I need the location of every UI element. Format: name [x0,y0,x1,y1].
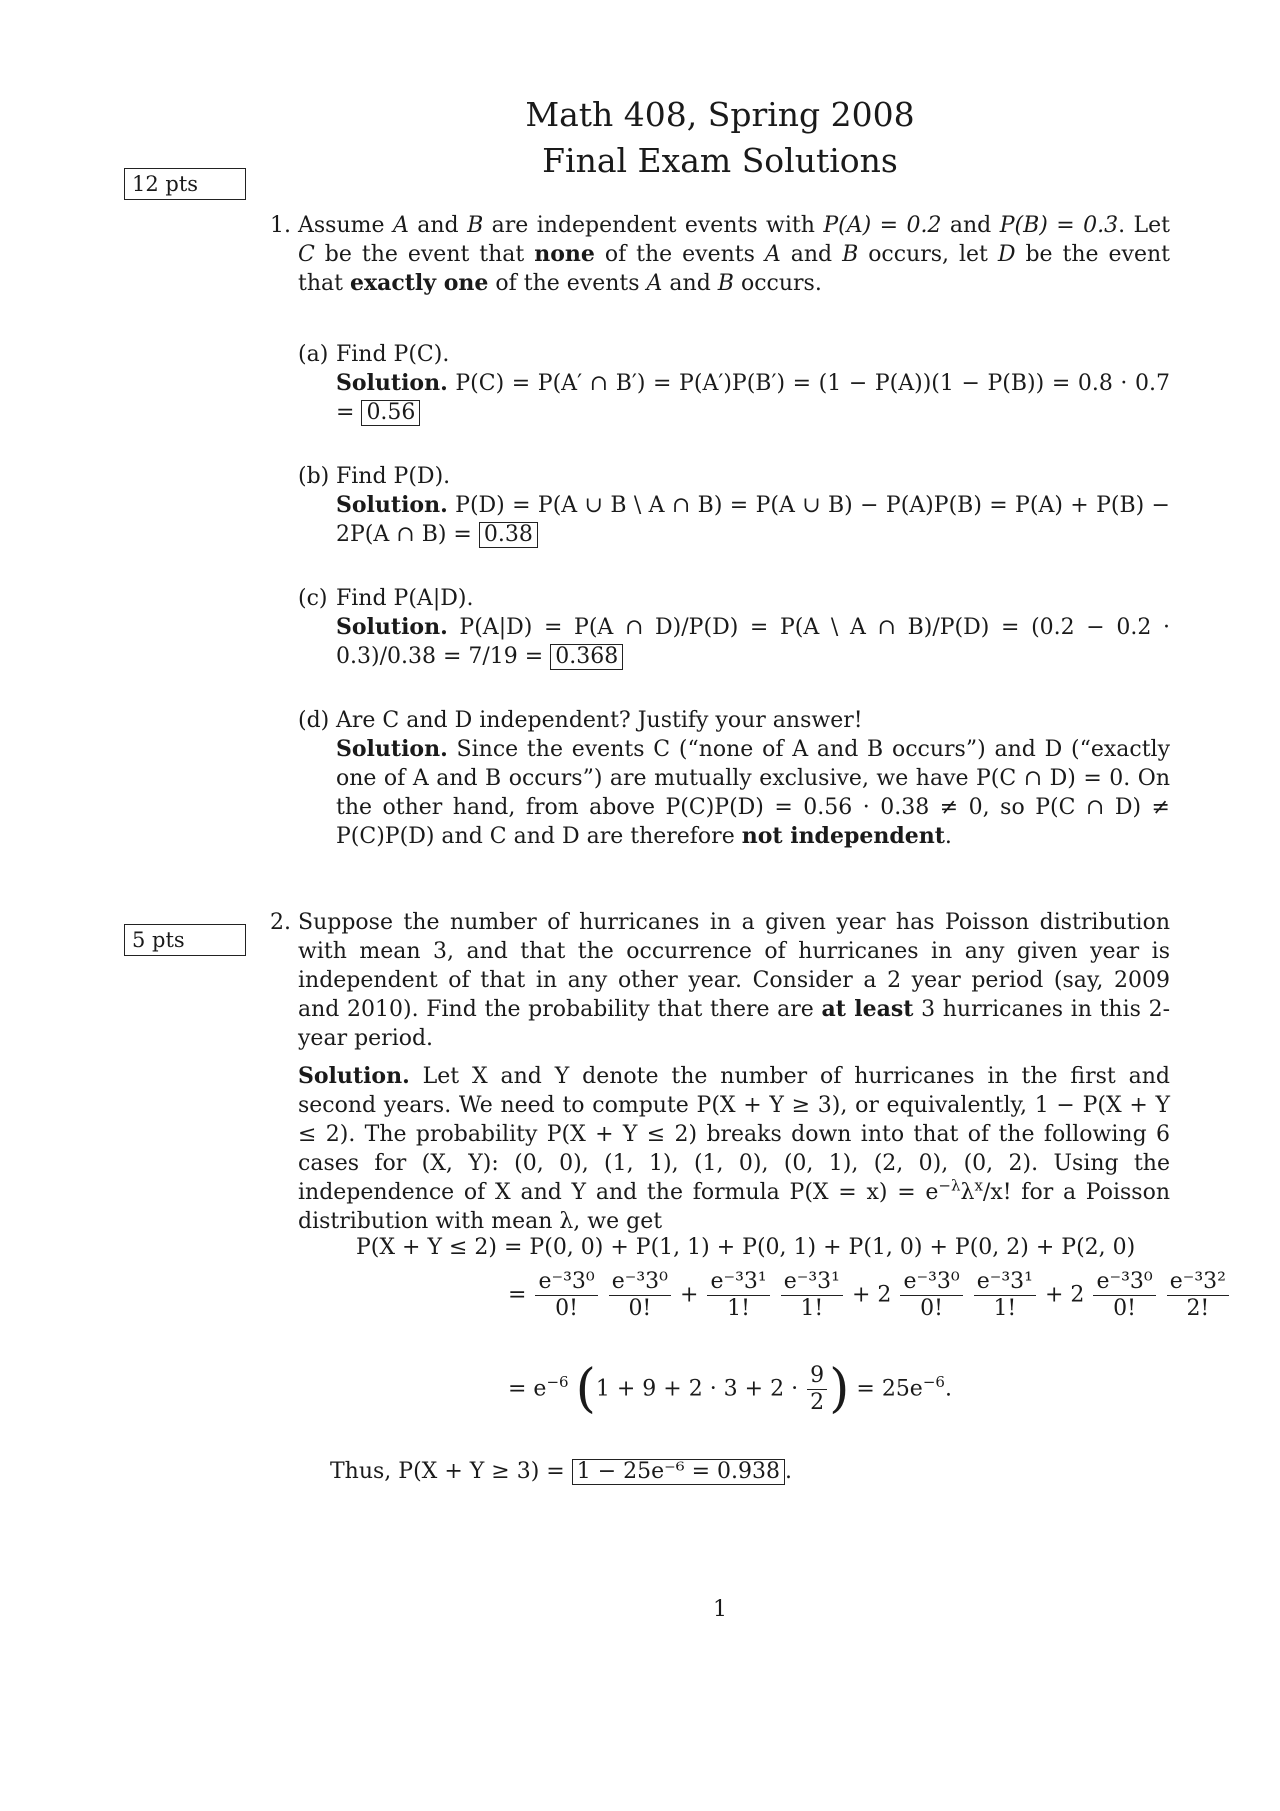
problem2-number: 2. [270,910,291,935]
problem2-solution: Solution. Let X and Y denote the number of hurricanes in the first and second years. We need to compute P(X + Y ≥ 3), or equivalently, 1 − P(X + Y ≤ 2). The probability P(X + Y ≤ 2) breaks down into that of the following 6 cases for (X, Y): (0, 0), (1, 1), (1, 0), (0, 1), (2, 0), (0, 2). Using the independence of X and Y and the formula $P(X = x) = e^{-\lambda}\lambda^x/x$! for a Poisson distribution with mean λ, we get [298,1063,1170,1234]
problem1-part-d [298,706,1171,851]
part-a-answer-box: 0.56 [361,400,420,426]
part-d-question: Are C and D independent? Justify your answer! [336,708,863,733]
part-c-answer-box: 0.368 [550,644,623,670]
part-c-question: Find P(A|D). [336,586,474,611]
part-d-solution: Solution. Since the events C (“none of A and B occurs”) and D (“exactly one of A and B occurs”) are mutually exclusive, we have P(C ∩ D) = 0. On the other hand, from above P(C)P(D) = 0.56 · 0.38 ≠ 0, so P(C ∩ D) ≠ P(C)P(D) and C and D are therefore not independent. [336,736,1171,849]
fraction: $\frac{\text{e⁻³3¹}}{1!}$ [781,1269,843,1322]
part-c-solution: Solution. P(A|D) = P(A ∩ D)/P(D) = P(A \ A ∩ B)/P(D) = (0.2 − 0.2 · 0.3)/0.38 = 7/19 = 0.368 [336,614,1170,669]
problem1-statement: 1. Assume A and B are independent events with P(A) = 0.2 and P(B) = 0.3. Let C be the event that none of the events A and B occurs, let D be the event that exactly one of the events A and B occurs. [270,213,1170,296]
fraction: $\frac{\text{e⁻³3⁰}}{0!}$ [609,1269,671,1322]
part-b-solution: Solution. P(D) = P(A ∪ B \ A ∩ B) = P(A ∪ B) − P(A)P(B) = P(A) + P(B) − 2P(A ∩ B) = 0.38 [336,492,1170,547]
problem1-part-c [298,584,1170,671]
fraction: $\frac{\text{e⁻³3²}}{2!}$ [1167,1269,1229,1322]
problem2-points-box: 5 pts [124,924,246,956]
fraction: $\frac{9}{2}$ [807,1363,827,1416]
part-a-question: Find P(C). [336,342,450,367]
document-title [160,92,1280,184]
problem1-part-a [298,340,1171,427]
fraction: $\frac{\text{e⁻³3¹}}{1!}$ [707,1269,769,1322]
fraction: $\frac{\text{e⁻³3⁰}}{0!}$ [900,1269,962,1322]
problem1-number: 1. [270,213,291,238]
part-d-label: (d) [298,708,330,733]
problem1-part-b [298,462,1170,549]
equation-line-2: = $\frac{\text{e⁻³3⁰}}{0!}$ $\frac{\text{e⁻³3⁰}}{0!}$ + $\frac{\text{e⁻³3¹}}{1!}$ $\frac{\text{e⁻³3¹}}{1!}$ + 2 $\frac{\text{e⁻³3⁰}}{0!}$ $\frac{\text{e⁻³3¹}}{1!}$ + 2 $\frac{\text{e⁻³3⁰}}{0!}$ $\frac{\text{e⁻³3²}}{2!}$ [508,1269,1231,1322]
problem2-statement: 2. Suppose the number of hurricanes in a given year has Poisson distribution with mean 3, and that the occurrence of hurricanes in any given year is independent of that in any other year. Consider a 2 year period (say, 2009 and 2010). Find the probability that there are at least 3 hurricanes in this 2-year period. Solution. Let X and Y denote the number of hurricanes in the first and second years. We need to compute P(X + Y ≥ 3), or equivalently, 1 − P(X + Y ≤ 2). The probability P(X + Y ≤ 2) breaks down into that of the following 6 cases for (X, Y): (0, 0), (1, 1), (1, 0), (0, 1), (2, 0), (0, 2). Using the independence of X and Y and the formula $P(X = x) = e^{-\lambda}\lambda^x/x$! for a Poisson distribution with mean λ, we get [270,910,1171,1234]
part-a-solution: Solution. P(C) = P(A′ ∩ B′) = P(A′)P(B′) = (1 − P(A))(1 − P(B)) = 0.8 · 0.7 = 0.56 [336,370,1171,425]
final-answer-line: Thus, P(X + Y ≥ 3) = 1 − 25e⁻⁶ = 0.938 . [330,1459,792,1484]
part-d-conclusion: not independent [741,823,945,849]
final-answer-box: 1 − 25e⁻⁶ = 0.938 [572,1459,785,1485]
equation-line-1: P(X + Y ≤ 2) = P(0, 0) + P(1, 1) + P(0, 1) + P(1, 0) + P(0, 2) + P(2, 0) [356,1235,1136,1260]
fraction: $\frac{\text{e⁻³3¹}}{1!}$ [974,1269,1036,1322]
title-exam: Final Exam Solutions [542,141,898,180]
part-c-label: (c) [298,586,328,611]
part-b-question: Find P(D). [336,464,451,489]
problem1-points-box: 12 pts [124,168,246,200]
title-course: Math 408, Spring 2008 [525,95,915,134]
equation-line-3: = $e^{-6}$ (1 + 9 + 2 · 3 + 2 · $\frac{9}{2}$ ) = $25e^{-6}$. [508,1359,952,1419]
page-number: 1 [713,1597,727,1622]
part-b-answer-box: 0.38 [479,522,538,548]
fraction: $\frac{\text{e⁻³3⁰}}{0!}$ [535,1269,597,1322]
part-b-label: (b) [298,464,330,489]
fraction: $\frac{\text{e⁻³3⁰}}{0!}$ [1093,1269,1155,1322]
part-a-label: (a) [298,342,329,367]
